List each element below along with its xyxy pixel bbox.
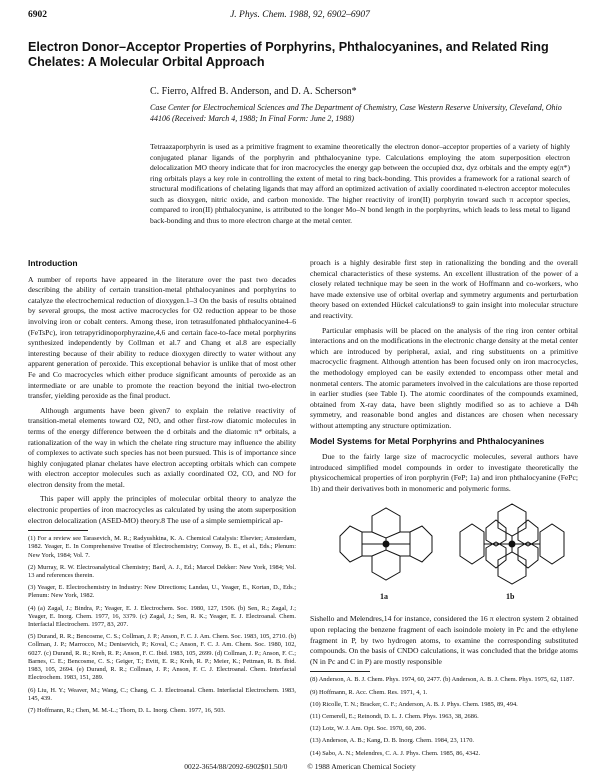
intro-paragraph: Although arguments have been given7 to explain the relative reactivity of transition-metal elements toward O2, NO, and other first-row diatomic molecules in terms of the energy difference between the d orbitals and the diatomic π* orbitals, a rationalization of the way in which the chelate ring structure may influence the ability of complexes to activate such species has not been pursued. This is of importance since highly conjugated planar chelates have electron accepting orbitals which can compete with electron acceptor molecules such as axially coordinated O2, CO, and NO for electron density from the metal. [28, 405, 296, 489]
right-column [310, 258, 578, 762]
author-list: C. Fierro, Alfred B. Anderson, and D. A. Scherson* [150, 86, 357, 97]
article-title: Electron Donor–Acceptor Properties of Porphyrins, Phthalocyanines, and Related Ring Chelates: A Molecular Orbital Approach [28, 40, 549, 69]
footnote-rule [28, 530, 88, 531]
footnote: (8) Anderson, A. B. J. Chem. Phys. 1974, 60, 2477. (b) Anderson, A. B. J. Chem. Phys. 1975, 62, 1187. [310, 676, 575, 684]
abstract: Tetraazaporphyrin is used as a primitive fragment to examine theoretically the electron donor–acceptor properties of a variety of highly conjugated planar ligands of the porphyrin and phthalocyanine type. Calculations employing the atom superposition electron delocalization MO theory indicate that for iron macrocycles the energy gap between the occupied dxz, dyz orbitals and the empty eg(π*) ring orbitals plays a key role in controlling the extent of metal to ring back-bonding. This provides a framework for a rational search of structural modifications of chelating ligands that may afford an optimized activation of axially coordinated π-electron acceptor molecules such as dioxygen, nitric oxide, and carbon monoxide. The higher reactivity of iron(II) porphyrin toward such π acceptor species, compared to iron(II) phthalocyanine, is attributed to the longer Mo–N bond length in the porphyrins, which leads to less metal to ligand back-bonding and thus to more electron charge at the metal center. [150, 142, 570, 225]
footnote: (5) Durand, R. R.; Bencosme, C. S.; Collman, J. P.; Anson, F. C. J. Am. Chem. Soc. 1983, 105, 2710. (b) Collman, J. P.; Marrocco, M.; Denisevich, P.; Koval, C.; Anson, F. C. J. Am. Chem. Soc. 1980, 102, 6027. (c) Durand, R. R.; Kreh, R. P.; Anson, F. C. Ibid. 1983, 105, 2699. (d) Collman, J. P.; Anson, F. C.; Barnes, C. E.; Bencosme, C. S.; Geiger, T.; Evitt, E. R.; Kreh, R. P.; Meier, K.; Pettman, R. B. Ibid. 1983, 105, 2694. (e) Durand, R. R.; Collman, J. P.; Anson, F. C. J. Electroanal. Chem. Interfacial Electrochem. 1983, 151, 289. [28, 633, 296, 682]
phthalocyanine-structure-1b [460, 504, 564, 584]
footnote: (10) Ricolle, T. N.; Bracker, C. F.; Anderson, A. B. J. Phys. Chem. 1985, 89, 494. [310, 700, 518, 708]
body-paragraph: Particular emphasis will be placed on the analysis of the ring iron center orbital interactions and on the modifications in the electronic charge density at the metal center which are introduced by peripheral, axial, and ring substituents on a primitive macrocyclic fragment. Although attention has been focused only on iron macrocycles, the methodology employed can be easily extended to encompass other metal and nonmetal centers. The atomic parameters involved in the calculations are those reported in earlier studies (see Table I). The atomic coordinates of the compounds examined, obtained from X-ray data, have been slightly modified so as to achieve a D4h symmetry, and reasonable bond angles and distances are chosen when necessary without attempting any structure optimization. [310, 325, 578, 430]
figure-label-1a: 1a [380, 592, 388, 602]
body-paragraph: Sishello and Melendres,14 for instance, considered the 16 π electron system 2 obtained upon replacing the benzene fragment of each isoindole moiety in Pc and the ethylene fragment in P, by two hydrogen atoms, to examine the corresponding substituted compounds. On the basis of CNDO calculations, it was concluded that the bridge atoms (N in Pc and C in P) are mostly responsible [310, 614, 578, 666]
body-paragraph: Due to the fairly large size of macrocyclic molecules, several authors have introduced simplified model compounds in order to investigate theoretically the physicochemical properties of iron porphyrin (FeP; 1a) and iron phthalocyanine (FePc; 1b) and their derivatives both in monomeric and polymeric forms. [310, 452, 578, 493]
footnote: (3) Yeager, E. Electrochemistry in Industry: New Directions; Landau, U., Yeager, E., Kortan, D., Eds.; Plenum: New York, 1982. [28, 584, 296, 600]
footnote: (12) Lotz, W. J. Am. Opt. Soc. 1970, 60, 206. [310, 725, 427, 733]
figure-label-1b: 1b [506, 592, 515, 602]
footnote: (2) Murray, R. W. Electroanalytical Chemistry; Bard, A. J., Ed.; Marcel Dekker: New York, 1984; Vol. 13 and references therein. [28, 563, 296, 580]
body-paragraph: proach is a highly desirable first step in rationalizing the bonding and the overall chemical characteristics of these systems. An excellent illustration of the power of a closely related technique may be seen in the work of Hoffmann and co-workers, who have made extensive use of orbital overlap and symmetry arguments and perturbation theory based on extended Hückel calculations9 to gain insight into molecular structure and reactivity. [310, 258, 578, 320]
section-heading: Model Systems for Metal Porphyrins and Phthalocyanines [310, 435, 545, 446]
porphyrin-structures-drawing [310, 498, 578, 598]
structure-figure [310, 498, 578, 608]
running-header [28, 10, 572, 22]
intro-paragraph: A number of reports have appeared in the literature over the past two decades describing the ability of certain transition-metal phthalocyanines and porphyrins to catalyze the electrochemical reduction of dioxygen.1–3 On the basis of results obtained by several groups, the most active macrocycles for O2 reduction appear to be those involving iron or cobalt centers. Among these, iron tetrasulfonated phthalocyanine4–6 (FeTsPc), iron tetrapyridinoporphyrazine,4,6 and certain face-to-face metal porphyrins synthesized independently by Collman et al.7 and Chang et al.8 are especially interesting because of their ability to reduce dioxygen directly to water without any apparent generation of peroxide. This exceptional behavior is unlike that of most other Fe and Co macrocycles which either produce significant amounts of peroxide as an intermediate or are unable to promote the reaction beyond the initial two-electron transfer, yielding peroxide as the final product. [28, 274, 296, 401]
left-column [28, 258, 296, 719]
footnote: (4) (a) Zagal, J.; Bindra, P.; Yeager, E. J. Electrochem. Soc. 1980, 127, 1506. (b) Sen, R.; Zagal, J.; Yeager, E. Inorg. Chem. 1977, 16, 3379. (c) Zagal, J.; Sen, R. K.; Yeager, E. J. Electroanal. Chem. Interfacial Electrochem. 1977, 83, 207. [28, 604, 296, 629]
affiliation: Case Center for Electrochemical Sciences and The Department of Chemistry, Case Western Reserve University, Cleveland, Ohio 44106 (Received: March 4, 1988; In Final Form: June 2, 1988) [150, 103, 562, 123]
footnote: (1) For a review see Tarasevich, M. R.; Radyushkina, K. A. Chemical Catalysis: Elsevier; Amsterdam, 1982. Yeager, E. In Comprehensive Treatise of Electrochemistry; Conway, B. E., et al., Eds.; Plenum: New York, 1984; Vol. 7. [28, 535, 296, 559]
copyright-notice: © 1988 American Chemical Society [307, 762, 416, 771]
footnote: (6) Liu, H. Y.; Weaver, M.; Wang, C.; Chang, C. J. Electroanal. Chem. Interfacial Electrochem. 1983, 145, 439. [28, 686, 296, 702]
footnote: (13) Anderson, A. B.; Kang, D. B. Inorg. Chem. 1984, 23, 1170. [310, 737, 475, 745]
footnote: (7) Hoffmann, R.; Chen, M. M.-L.; Thorn, D. L. Inorg. Chem. 1977, 16, 503. [28, 706, 226, 714]
footnote: (14) Sabo, A. N.; Melendres, C. A. J. Phys. Chem. 1985, 86, 4342. [310, 749, 481, 757]
introduction-heading: Introduction [28, 258, 78, 268]
footnote-rule [310, 671, 370, 672]
journal-citation: J. Phys. Chem. 1988, 92, 6902–6907 [230, 10, 370, 20]
page-number: 6902 [28, 10, 47, 20]
porphyrin-structure-1a [340, 508, 432, 580]
intro-paragraph: This paper will apply the principles of molecular orbital theory to analyze the electronic properties of iron macrocycles as calculated by using the atom superposition electron delocalization (ASED-MO) theory.8 The use of a simple semiempirical ap- [28, 494, 296, 525]
footnote: (9) Hoffmann, R. Acc. Chem. Res. 1971, 4, 1. [310, 688, 428, 696]
issn-code: 0022-3654/88/2092-6902$01.50/0 [184, 762, 288, 771]
page-footer [28, 762, 572, 771]
footnote: (11) Cemerell, E.; Reinondi, D. L. J. Chem. Phys. 1963, 38, 2686. [310, 713, 479, 721]
